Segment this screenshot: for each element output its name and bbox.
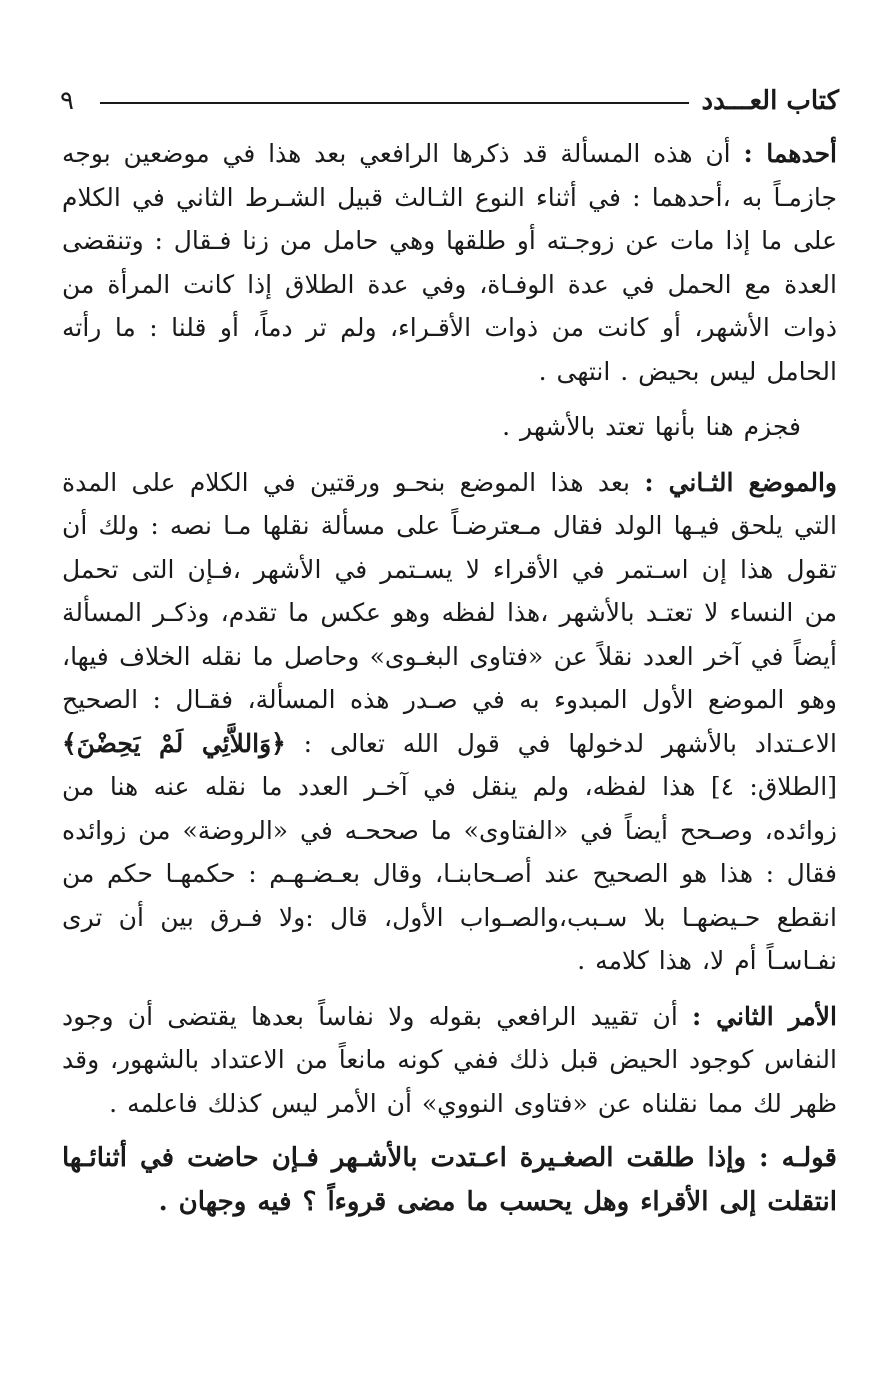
paragraph-second-place xyxy=(62,461,837,983)
paragraph-text: أن هذه المسألة قد ذكرها الرافعي بعد هذا في موضعين بوجه جازمـاً به ،أحدهما : في أثناء النوع الثـالث قبيل الشـرط الثاني في الكلام على ما إذا مات عن زوجـته أو طلقها وهي حامل من زنا فـقال : وتنقضى العدة مع الحمل في عدة الوفـاة، وفي عدة الطلاق إذا كانت المرأة من ذوات الأشهر، أو كانت من ذوات الأقـراء، ولم تر دماً، أو قلنا : ما رأته الحامل ليس بحيض . انتهى . xyxy=(62,139,837,386)
paragraph-text: بعد هذا الموضع بنحـو ورقتين في الكلام على المدة التي يلحق فيـها الولد فقال مـعترضـاً على مسألة نقلها مـا نصه : ولك أن تقول هذا إن اسـتمر في الأقراء لا يسـتمر في الأشهر ،فـإن التى تحمل من النساء لا تعتـد بالأشهر ،هذا لفظه وهو عكس ما تقدم، وذكـر المسألة أيضاً في آخر العدد نقلاً عن «فتاوى البغـوى» وحاصل ما نقله الخلاف فيها، وهو الموضع الأول المبدوء به في صـدر هذه المسألة، فقـال : الصحيح الاعـتداد بالأشهر لدخولها في قول الله تعالى : xyxy=(62,467,837,758)
paragraph-second-matter xyxy=(62,995,837,1126)
paragraph-conclusion xyxy=(62,405,837,449)
paragraph-lead: أحدهما : xyxy=(743,139,838,168)
quran-verse: ﴿وَاللاَّئِي لَمْ يَحِضْنَ﴾ xyxy=(62,728,286,758)
paragraph-text: وإذا طلقت الصغـيرة اعـتدت بالأشـهر فـإن حاضت في أثنائـها انتقلت إلى الأقراء وهل يحسب ما مضى قروءاً ؟ فيه وجهان . xyxy=(62,1143,837,1217)
header-rule xyxy=(100,102,689,104)
paragraph-first-matter xyxy=(62,132,837,393)
paragraph-quoted-statement xyxy=(62,1137,837,1224)
paragraph-lead: الأمر الثاني : xyxy=(692,1001,838,1031)
paragraph-lead: والموضع الثـاني : xyxy=(644,467,837,497)
paragraph-text: فجزم هنا بأنها تعتد بالأشهر . xyxy=(502,412,801,441)
paragraph-text-continued: [الطلاق: ٤] هذا لفظه، ولم ينقل في آخـر العدد ما نقله عنه هنا من زوائده، وصـحح أيضاً في «الفتاوى» ما صححـه في «الروضة» من زوائده فقال : هذا هو الصحيح عند أصـحابنـا، وقال بعـضـهـم : حكمهـا حكم من انقطع حـيضهـا بلا سـبب،والصـواب الأول، قال :ولا فـرق بين أن ترى نفـاسـاً أم لا، هذا كلامه . xyxy=(62,772,837,975)
page-header xyxy=(60,84,839,118)
page-body xyxy=(62,132,837,1236)
page-number: ٩ xyxy=(60,86,74,116)
paragraph-text: أن تقييد الرافعي بقوله ولا نفاساً بعدها يقتضى أن وجود النفاس كوجود الحيض قبل ذلك ففي كونه مانعاً من الاعتداد بالشهور، وقد ظهر لك مما نقلناه عن «فتاوى النووي» أن الأمر ليس كذلك فاعلمه . xyxy=(62,1001,837,1118)
paragraph-lead: قولـه : xyxy=(759,1143,837,1173)
running-title: كتاب العـــدد xyxy=(701,86,839,116)
